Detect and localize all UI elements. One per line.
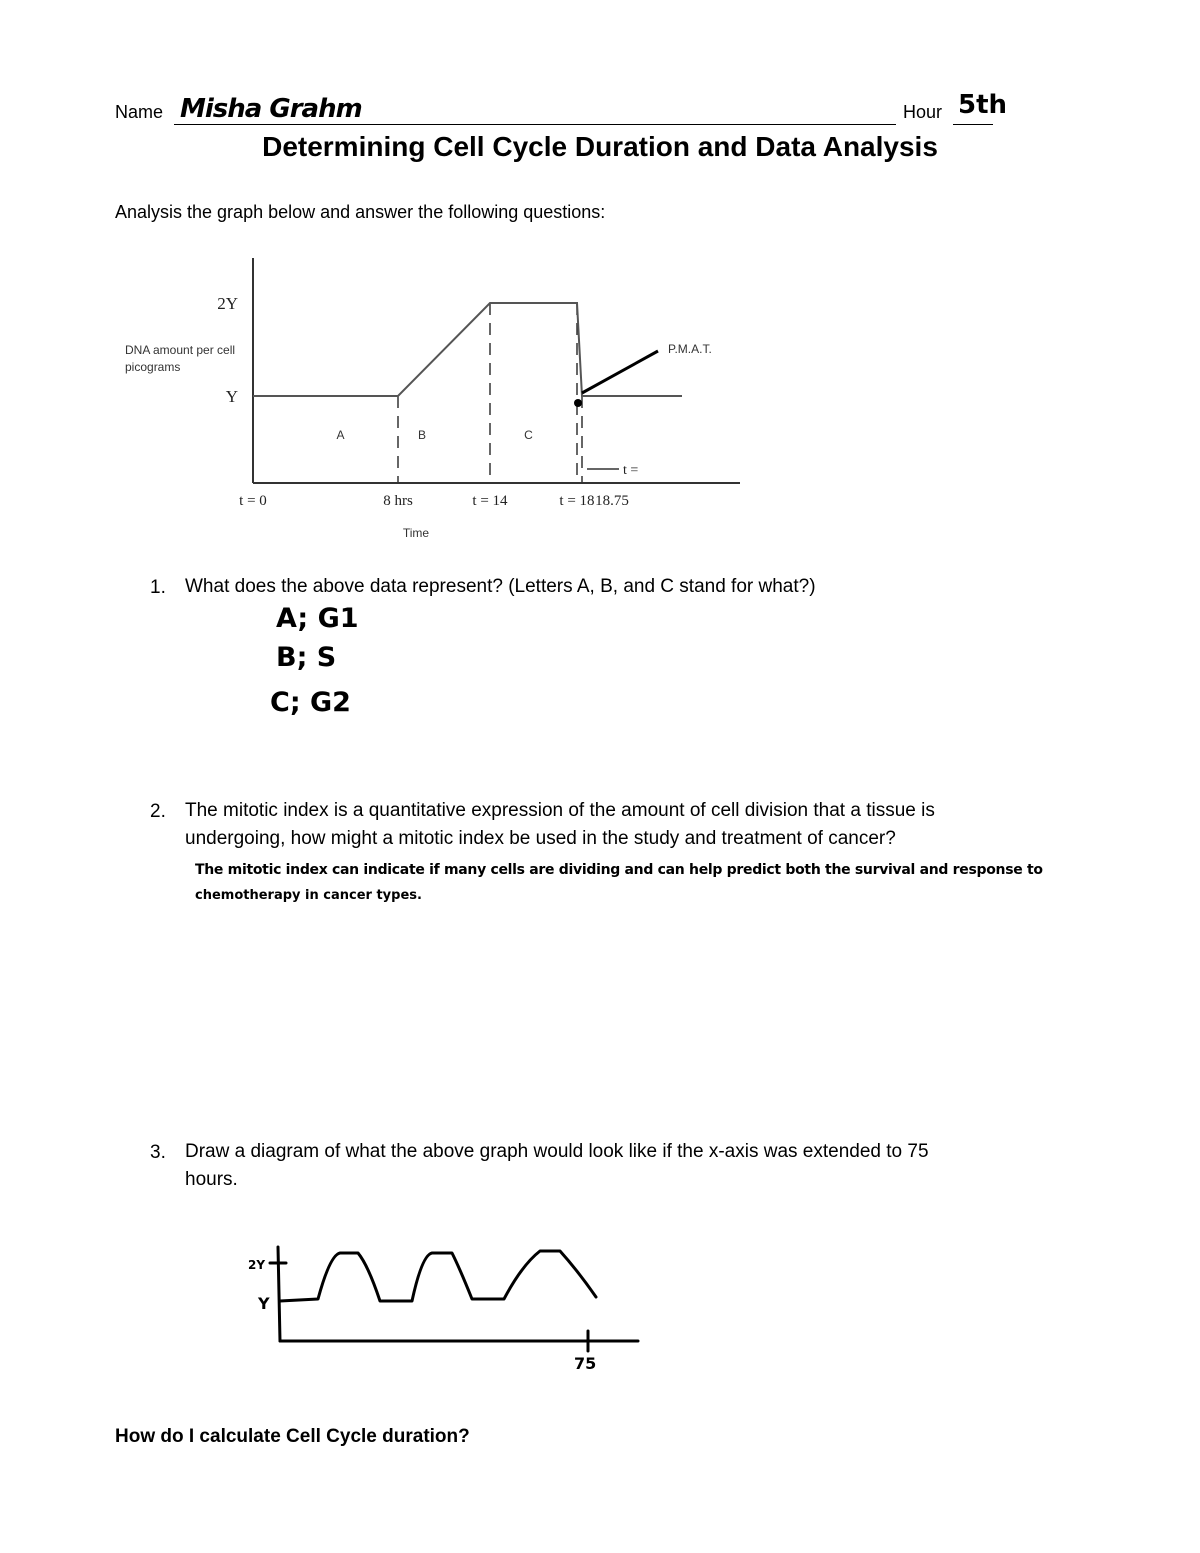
sketch-label-2y: 2Y [248, 1258, 266, 1272]
t-marker-label: t = [623, 463, 639, 478]
sketch-label-y: Y [258, 1294, 270, 1313]
q2-number: 2. [150, 801, 166, 822]
annotation-pointer [582, 351, 658, 393]
x-tick-label: t = 0 [239, 493, 267, 509]
q2-text-line1: The mitotic index is a quantitative expression of the amount of cell division that a tissue is [185, 800, 935, 821]
x-tick-label: 18.75 [595, 493, 629, 509]
hour-value: 5th [958, 90, 1008, 120]
instructions: Analysis the graph below and answer the following questions: [115, 202, 606, 222]
x-tick-label: 8 hrs [383, 493, 413, 509]
q2-text-line2: undergoing, how might a mitotic index be used in the study and treatment of cancer? [185, 828, 896, 849]
y-tick-label: Y [225, 387, 238, 406]
q3-sketch [240, 1235, 660, 1375]
footer-heading: How do I calculate Cell Cycle duration? [115, 1426, 470, 1447]
hour-label: Hour [903, 102, 943, 122]
x-tick-label: t = 18 [559, 493, 595, 509]
sketch-label-75: 75 [574, 1354, 597, 1373]
q1-answer-c: C; G2 [270, 687, 351, 718]
segment-label: A [336, 428, 345, 442]
cell-cycle-chart [110, 250, 750, 550]
q3-text-line1: Draw a diagram of what the above graph would look like if the x-axis was extended to 75 [185, 1141, 929, 1162]
y-tick-label: 2Y [217, 294, 238, 313]
x-axis-label: Time [402, 526, 430, 540]
q2-answer-line1: The mitotic index can indicate if many cells are dividing and can help predict both the survival and response to [195, 862, 1043, 878]
x-tick-label: t = 14 [472, 493, 508, 509]
sketch-wave [280, 1251, 596, 1301]
sketch-y-axis [278, 1247, 280, 1341]
annotation-label: P.M.A.T. [668, 342, 712, 356]
q1-answer-b: B; S [276, 642, 337, 673]
name-value: Misha Grahm [180, 94, 362, 124]
q1-answer-a: A; G1 [276, 603, 359, 634]
y-axis-label-line2: picograms [125, 360, 181, 374]
dna-line [253, 303, 682, 396]
q2-answer-line2: chemotherapy in cancer types. [195, 888, 422, 903]
page-title: Determining Cell Cycle Duration and Data Analysis [262, 131, 938, 162]
q3-text-line2: hours. [185, 1169, 238, 1190]
junction-marker [574, 399, 582, 407]
y-axis-label-line1: DNA amount per cell [125, 343, 236, 357]
q1-number: 1. [150, 577, 166, 598]
q3-number: 3. [150, 1142, 166, 1163]
name-label: Name [115, 102, 164, 122]
segment-label: C [524, 428, 533, 442]
q1-text: What does the above data represent? (Letters A, B, and C stand for what?) [185, 576, 816, 597]
segment-label: B [417, 428, 427, 442]
